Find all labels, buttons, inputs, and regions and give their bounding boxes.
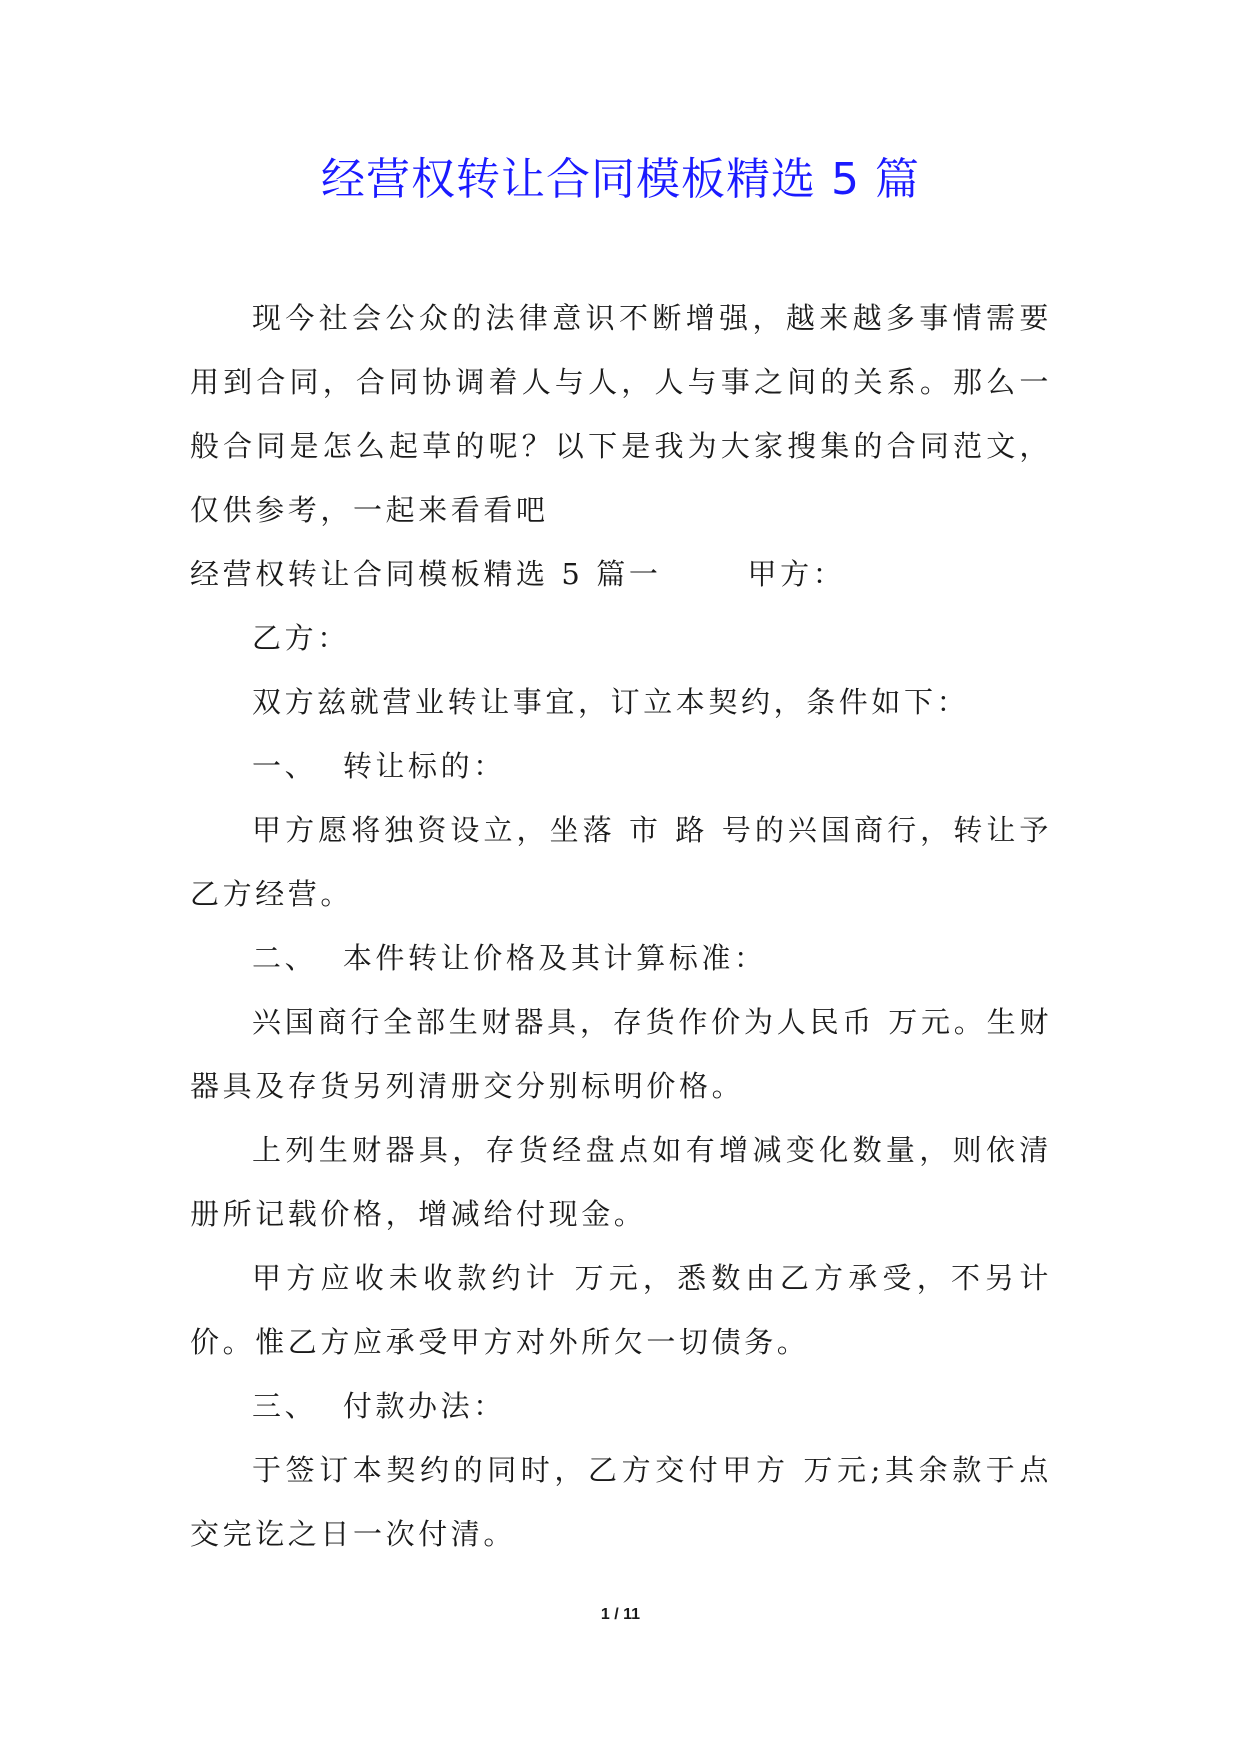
clause-2-text-1: 兴国商行全部生财器具，存货作价为人民币 万元。生财器具及存货另列清册交分别标明价格。 xyxy=(190,1005,1052,1103)
clause-2-text-3: 甲方应收未收款约计 万元，悉数由乙方承受，不另计价。惟乙方应承受甲方对外所欠一切债务。 xyxy=(190,1261,1052,1359)
clause-1-heading: 一、 转让标的： xyxy=(252,749,506,783)
document-body xyxy=(190,286,1052,1566)
page-number: 1 / 11 xyxy=(600,1606,641,1623)
section-heading-line xyxy=(190,542,1052,606)
clause-3-heading: 三、 付款办法： xyxy=(252,1389,506,1423)
clause-2-heading: 二、 本件转让价格及其计算标准： xyxy=(252,941,767,975)
clause-2-text-2: 上列生财器具，存货经盘点如有增减变化数量，则依清册所记载价格，增减给付现金。 xyxy=(190,1133,1052,1231)
party-a-label: 甲方： xyxy=(747,557,846,591)
party-b-label: 乙方： xyxy=(252,621,350,655)
preamble-paragraph: 双方兹就营业转让事宜，订立本契约，条件如下： xyxy=(252,685,970,719)
clause-3-text: 于签订本契约的同时，乙方交付甲方 万元;其余款于点交完讫之日一次付清。 xyxy=(190,1453,1052,1551)
section-heading: 经营权转让合同模板精选 5 篇一 xyxy=(190,557,662,591)
intro-paragraph: 现今社会公众的法律意识不断增强，越来越多事情需要用到合同，合同协调着人与人，人与事之间的关系。那么一般合同是怎么起草的呢？以下是我为大家搜集的合同范文，仅供参考，一起来看看吧 xyxy=(190,301,1052,527)
clause-1-text: 甲方愿将独资设立，坐落 市 路 号的兴国商行，转让予乙方经营。 xyxy=(190,813,1052,911)
document-title: 经营权转让合同模板精选 5 篇 xyxy=(321,154,920,205)
